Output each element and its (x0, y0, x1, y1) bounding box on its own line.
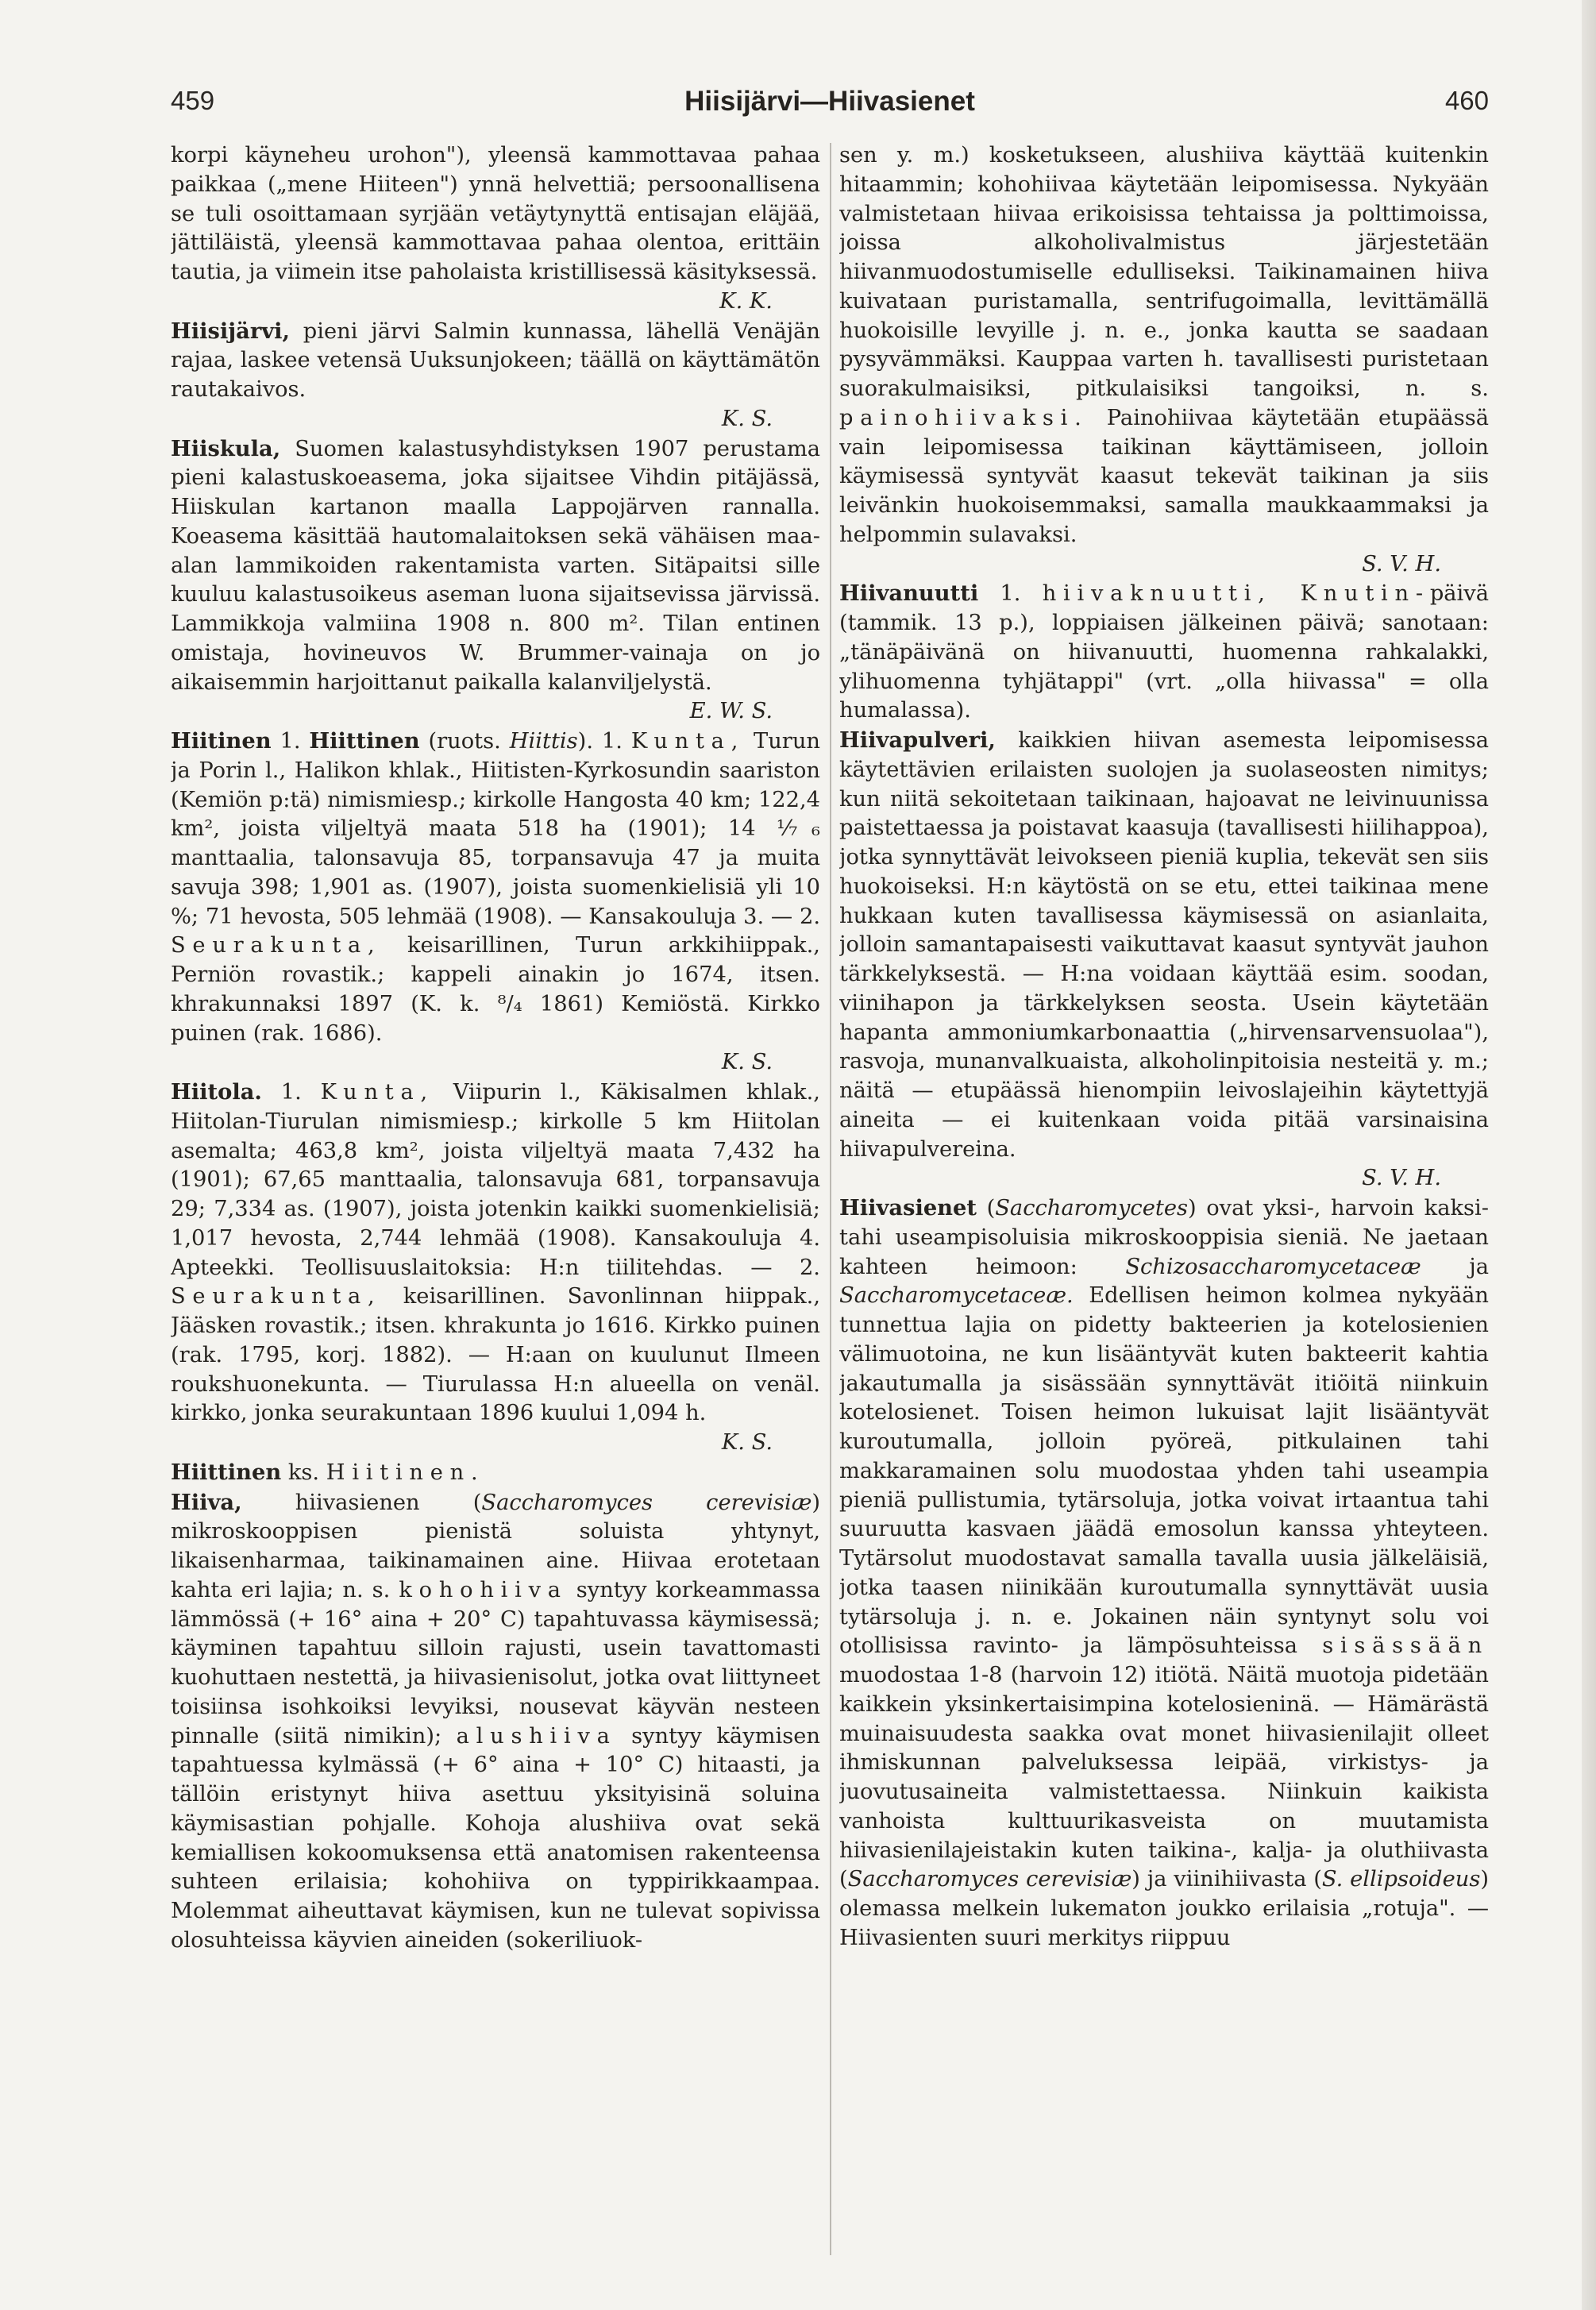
entry-hiitinen: Hiitinen 1. Hiittinen (ruots. Hiittis). 1. Kunta, Turun ja Porin l., Halikon khlak., Hiitisten-Kyrkosundin saariston (Kemiön p:tä) nimismiesp.; kirkolle Hangosta 40 km; 122,4 km², joista viljeltyä maata 518 ha (1901); 14 ⅐₆ manttaalia, talonsavuja 85, torpansavuja 47 ja muita savuja 398; 1,901 as. (1907), joista suomenkielisiä yli 10 %; 71 hevosta, 505 lehmää (1908). — Kansakouluja 3. — 2. Seurakunta, keisarillinen, Turun arkkihiippak., Perniön rovastik.; kappeli ainakin jo 1674, itsen. khrakunnaksi 1897 (K. k. ⁸/₄ 1861) Kemiöstä. Kirkko puinen (rak. 1686). K. S. (171, 727, 820, 1078)
page-edge (1582, 0, 1596, 2310)
page-header (171, 86, 1489, 127)
entry-hiisijarvi: Hiisijärvi, pieni järvi Salmin kunnassa, lähellä Venäjän rajaa, laskee vetensä Uuksunjokeen; täällä on käyttämätön rautakaivos. K. S. (171, 317, 820, 434)
headword: Hiivasienet (839, 1195, 977, 1221)
entry-continuation: korpi käyneheu urohon"), yleensä kammottavaa pahaa paikkaa („mene Hiiteen") ynnä helvettiä; persoonallisena se tuli osoittamaan syrjään vetäytynyttä entisajan eläjää, jättiläistä, yleensä kammottavaa pahaa olentoa, erittäin tautia, ja viimein itse paholaista kristillisessä käsityksessä. K. K. (171, 141, 820, 317)
page-number-right: 460 (1444, 86, 1489, 115)
column-divider (830, 143, 831, 2255)
headword: Hiittinen (309, 728, 420, 754)
entry-hiivasienet: Hiivasienet (Saccharomycetes) ovat yksi-, harvoin kaksi- tahi useampisoluisia mikroskooppisia sieniä. Ne jaetaan kahteen heimoon: Schizosaccharomycetaceæ ja Saccharomycetaceæ. Edellisen heimon kolmea nykyään tunnettua lajia on pidetty bakteerien ja kotelosienien välimuotoina, ne kun lisääntyvät kuten bakteerit kahtia jakautumalla ja sisässään synnyttävät itiöitä niinkuin kotelosienet. Toisen heimon lukuisat lajit lisääntyvät kuroutumalla, jolloin pyöreä, pitkulainen tahi makkaramainen solu muodostaa yhden tahi useampia pieniä pullistumia, tytärsoluja, jotka voivat irtaantua tahi suuruutta kasvaen jäädä emosolun kanssa yhteyteen. Tytärsolut muodostavat samalla tavalla uusia jälkeläisiä, jotka taasen niinikään kuroutumalla synnyttävät uusia tytärsoluja j. n. e. Jokainen näin syntynyt solu voi otollisissa ravinto- ja lämpösuhteissa sisässään muodostaa 1-8 (harvoin 12) itiötä. Näitä muotoja pidetään kaikkein yksinkertaisimpina kotelosieninä. — Hämärästä muinaisuudesta saakka ovat monet hiivasienilajit olleet ihmiskunnan palveluksessa leipää, virkistys- ja juovutusaineita valmistettaessa. Niinkuin kaikista vanhoista kulttuurikasveista on muutamista hiivasienilajeistakin kuten taikina-, kalja- ja oluthiivasta (Saccharomyces cerevisiæ) ja viinihiivasta (S. ellipsoideus) olemassa melkein lukematon joukko erilaisia „rotuja". — Hiivasienten suuri merkitys riippuu (839, 1195, 1489, 1950)
signature: S. V. H. (1362, 551, 1441, 577)
signature: S. V. H. (1362, 1166, 1441, 1191)
entry-hiiva: Hiiva, hiivasienen (Saccharomyces cerevisiæ) mikroskooppisen pienistä soluista yhtynyt, likaisenharmaa, taikinamainen aine. Hiivaa erotetaan kahta eri lajia; n. s. kohohiiva syntyy korkeammassa lämmössä (+ 16° aina + 20° C) tapahtuvassa käymisessä; käyminen tapahtuu silloin rajusti, usein tavattomasti kuohuttaen nestettä, ja hiivasienisolut, jotka ovat liittyneet toisiinsa isohkoiksi levyiksi, nousevat käyvän nesteen pinnalle (siitä nimikin); alushiiva syntyy käymisen tapahtuessa kylmässä (+ 6° aina + 10° C) hitaasti, ja tällöin eristynyt hiiva asettuu yksityisinä soluina käymisastian pohjalle. Kohoja alushiiva ovat sekä kemiallisen kokoomuksensa että anatomisen rakenteensa suhteen erilaisia; kohohiiva on typpirikkaampaa. Molemmat aiheuttavat käymisen, kun ne tulevat sopivissa olosuhteissa käyvien aineiden (sokeriliuok- (171, 1489, 820, 1953)
headword: Hiitinen (171, 728, 272, 754)
right-column (839, 141, 1489, 2270)
signature: K. S. (721, 406, 773, 431)
headword: Hiiskula, (171, 435, 281, 461)
left-column (171, 141, 820, 2270)
headword: Hiittinen (171, 1459, 282, 1485)
entry-hiiskula: Hiiskula, Suomen kalastusyhdistyksen 1907 perustama pieni kalastuskoeasema, joka sijaitsee Vihdin pitäjässä, Hiiskulan kartanon maalla Lappojärven rannalla. Koeasema käsittää hautomalaitoksen sekä vähäisen maa-alan lammikoiden rakentamista varten. Sitäpaitsi sille kuuluu kalastusoikeus aseman luona sijaitsevissa järvissä. Lammikkoja valmiina 1908 n. 800 m². Tilan entinen omistaja, hovineuvos W. Brummer-vainaja on jo aikaisemmin harjoittanut paikalla kalanviljelystä. E. W. S. (171, 434, 820, 727)
entry-hiivanuutti: Hiivanuutti 1. hiivaknuutti, Knutin-päivä (tammik. 13 p.), loppiaisen jälkeinen päivä; sanotaan: „tänäpäivänä on hiivanuutti, huomenna rahkalakki, ylihuomenna tyhjätappi" (vrt. „olla hiivassa" = olla humalassa). (839, 580, 1489, 723)
signature: K. K. (719, 288, 773, 314)
entry-hiiva-continued: sen y. m.) kosketukseen, alushiiva käyttää kuitenkin hitaammin; kohohiivaa käytetään leipomisessa. Nykyään valmistetaan hiivaa erikoisissa tehtaissa ja polttimoissa, joissa alkoholivalmistus järjestetään hiivanmuodostumiselle edulliseksi. Taikinamainen hiiva kuivataan puristamalla, sentrifugoimalla, levittämällä huokoisille levyille j. n. e., jonka kautta se saadaan pysyvämmäksi. Kauppaa varten h. tavallisesti puristetaan suorakulmaisiksi, pitkulaisiksi tangoiksi, n. s. painohiivaksi. Painohiivaa käytetään etupäässä vain leipomisessa taikinan käyttämiseen, jolloin käymisessä syntyvät kaasut tekevät taikinan ja siis leivänkin huokoisemmaksi, samalla maukkaammaksi ja helpommin sulavaksi. S. V. H. (839, 141, 1489, 579)
page-number-left: 459 (171, 86, 215, 115)
signature: E. W. S. (689, 699, 773, 724)
headword: Hiisijärvi, (171, 318, 290, 344)
entry-hiittinen: Hiittinen ks. Hiitinen. (171, 1459, 485, 1485)
entry-hiitola: Hiitola. 1. Kunta, Viipurin l., Käkisalmen khlak., Hiitolan-Tiurulan nimismiesp.; kirkolle 5 km Hiitolan asemalta; 463,8 km², joista viljeltyä maata 7,432 ha (1901); 67,65 manttaalia, talonsavuja 681, torpansavuja 29; 7,334 as. (1907), joista jotenkin kaikki suomenkielisiä; 1,017 hevosta, 2,744 lehmää (1908). Kansakouluja 4. Apteekki. Teollisuuslaitoksia: H:n tiilitehdas. — 2. Seurakunta, keisarillinen. Savonlinnan hiippak., Jääsken rovastik.; itsen. khrakunta jo 1616. Kirkko puinen (rak. 1795, korj. 1882). — H:aan on kuulunut Ilmeen roukshuonekunta. — Tiurulassa H:n alueella on venäl. kirkko, jonka seurakuntaan 1896 kuului 1,094 h. K. S. (171, 1078, 820, 1458)
signature: K. S. (721, 1050, 773, 1075)
headword: Hiivanuutti (839, 580, 979, 607)
headword: Hiivapulveri, (839, 727, 996, 753)
headword: Hiiva, (171, 1489, 242, 1515)
running-head: Hiisijärvi—Hiivasienet (684, 86, 975, 117)
signature: K. S. (721, 1430, 773, 1455)
entry-hiivapulveri: Hiivapulveri, kaikkien hiivan asemesta leipomisessa käytettävien erilaisten suolojen ja suolaseosten nimitys; kun niitä sekoitetaan taikinaan, hajoavat ne leivinuunissa paistettaessa ja poistavat kaasuja (tavallisesti hiilihappoa), jotka synnyttävät leivokseen pieniä kuplia, tekevät sen siis huokoiseksi. H:n käytöstä on se etu, ettei taikinaa mene hukkaan kuten tavallisessa käymisessä on asianlaita, jolloin samantapaisesti vaikuttavat kaasut syntyvät jauhon tärkkelyksestä. — H:na voidaan käyttää esim. soodan, viinihapon ja tärkkelyksen seosta. Usein käytetään hapanta ammoniumkarbonaattia („hirvensarvensuolaa"), rasvoja, munanvalkuaista, alkoholinpitoisia nesteitä y. m.; näitä — etupäässä hienompiin leivoslajeihin käytettyjä aineita — ei kuitenkaan voida pitää varsinaisina hiivapulvereina. S. V. H. (839, 726, 1489, 1194)
headword: Hiitola. (171, 1079, 262, 1105)
